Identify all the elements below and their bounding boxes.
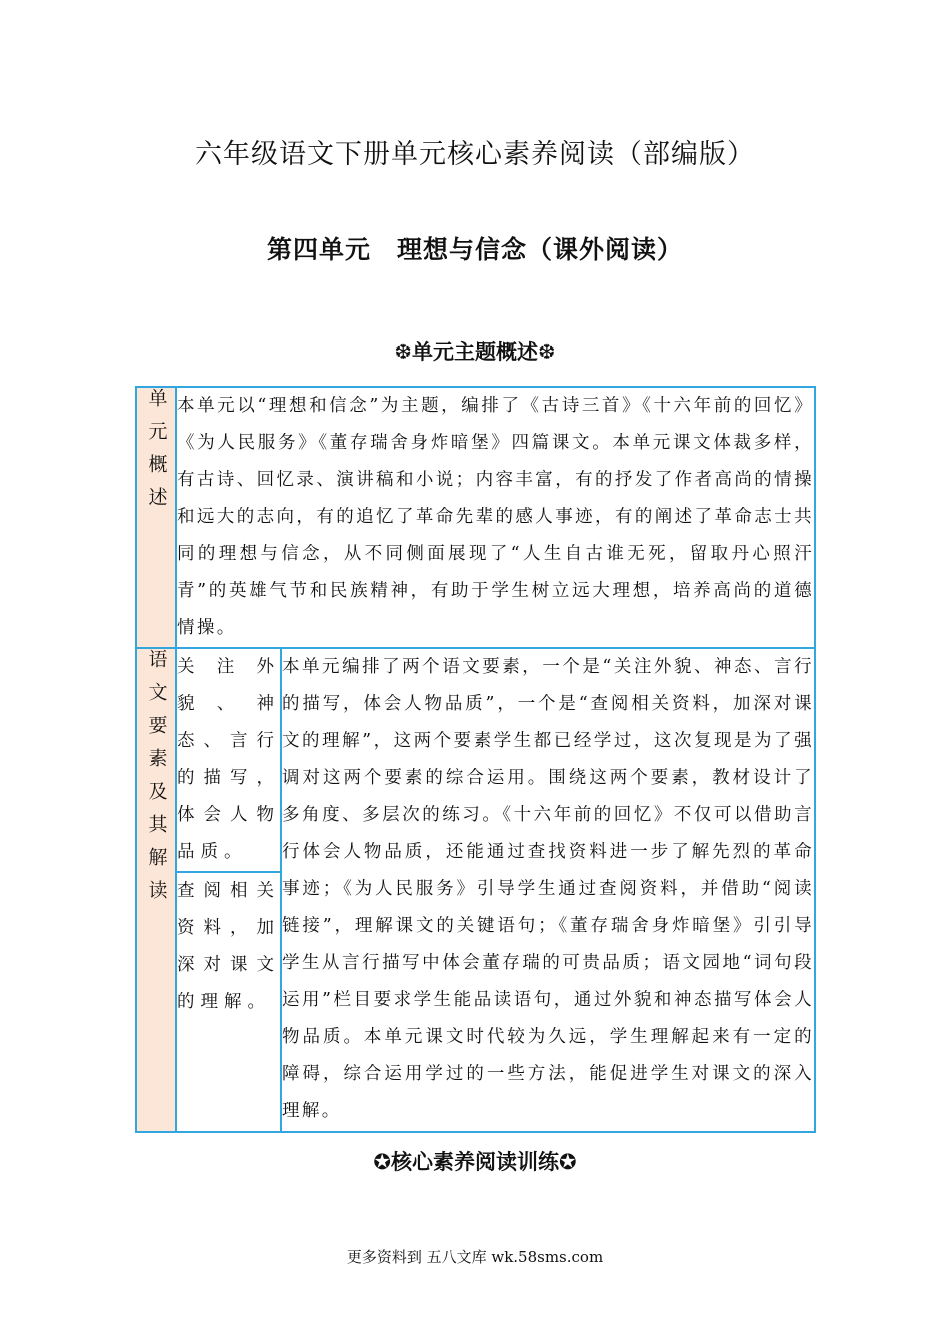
table-row-overview (136, 387, 815, 648)
element-1-text: 关注外貌、神态、言行的描写，体会人物品质。 (177, 657, 280, 862)
row-label-cell (136, 648, 176, 1132)
section-heading-overview: ❆单元主题概述❆ (394, 340, 556, 364)
unit-overview-table (135, 386, 816, 1133)
footer-source: 更多资料到 五八文库 wk.58sms.com (346, 1248, 604, 1266)
unit-theme: 理想与信念（课外阅读） (397, 235, 684, 264)
document-title: 六年级语文下册单元核心素养阅读（部编版） (195, 139, 755, 170)
table-row-elements (136, 648, 815, 872)
unit-subtitle (0, 230, 950, 266)
elements-explanation-cell (281, 648, 815, 1132)
element-2-text: 查阅相关资料，加深对课文的理解。 (177, 881, 280, 1012)
section-heading-training: ✪核心素养阅读训练✪ (373, 1150, 577, 1174)
row-label-elements: 语文要素及其解读 (145, 649, 168, 913)
row-label-cell (136, 387, 176, 648)
element-cell-1 (176, 648, 281, 872)
unit-number: 第四单元 (266, 235, 371, 264)
overview-text: 本单元以“理想和信念”为主题，编排了《古诗三首》《十六年前的回忆》《为人民服务》《董存瑞舍身炸暗堡》四篇课文。本单元课文体裁多样，有古诗、回忆录、演讲稿和小说；内容丰富，有的抒发了作者高尚的情操和远大的志向，有的追忆了革命先辈的感人事迹，有的阐述了革命志士共同的理想与信念，从不同侧面展现了“人生自古谁无死，留取丹心照汗青”的英雄气节和民族精神，有助于学生树立远大理想，培养高尚的道德情操。 (177, 396, 814, 638)
element-cell-2 (176, 872, 281, 1132)
elements-explanation-text: 本单元编排了两个语文要素，一个是“关注外貌、神态、言行的描写，体会人物品质”，一个是“查阅相关资料，加深对课文的理解”，这两个要素学生都已经学过，这次复现是为了强调对这两个要素的综合运用。围绕这两个要素，教材设计了多角度、多层次的练习。《十六年前的回忆》不仅可以借助言行体会人物品质，还能通过查找资料进一步了解先烈的革命事迹；《为人民服务》引导学生通过查阅资料，并借助“阅读链接”，理解课文的关键语句；《董存瑞舍身炸暗堡》引引导学生从言行描写中体会董存瑞的可贵品质；语文园地“词句段运用”栏目要求学生能品读语句，通过外貌和神态描写体会人物品质。本单元课文时代较为久远，学生理解起来有一定的障碍，综合运用学过的一些方法，能促进学生对课文的深入理解。 (282, 657, 814, 1121)
overview-cell (176, 387, 815, 648)
row-label-overview: 单元概述 (145, 388, 168, 520)
